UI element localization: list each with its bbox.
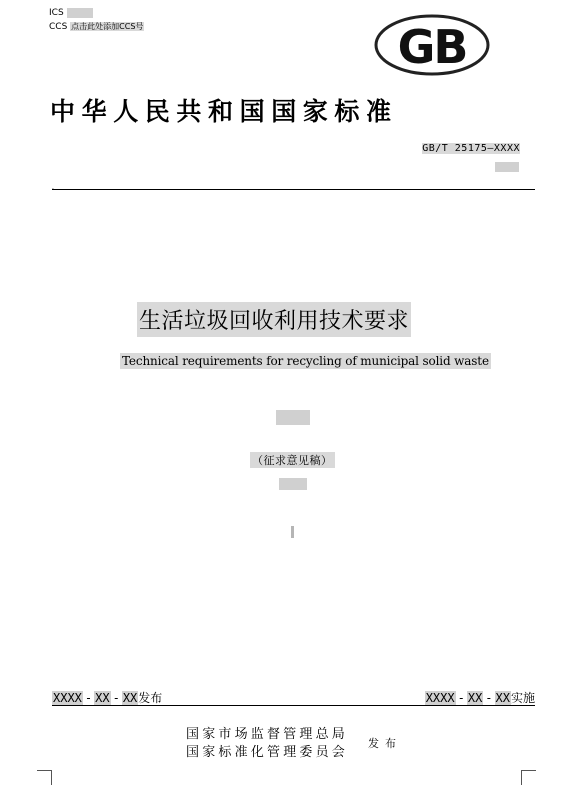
draft-status-label[interactable]: （征求意见稿） (252, 454, 333, 467)
gb-logo (374, 14, 490, 76)
issuing-authorities (186, 726, 348, 762)
publish-label: 发布 (138, 691, 163, 705)
ccs-label: CCS (49, 22, 68, 32)
consistency-degree-field[interactable] (276, 410, 310, 425)
authority-name: 国家标准化管理委员会 (186, 745, 349, 760)
date-separator: - (84, 691, 93, 705)
paragraph-mark: . (52, 184, 54, 191)
ics-value-field[interactable] (67, 8, 93, 18)
issue-label: 发布 (368, 737, 402, 750)
ccs-hint-field[interactable]: 点击此处添加CCS号 (71, 22, 144, 31)
bottom-divider (52, 705, 535, 706)
gb-logo-text: GB (397, 20, 467, 74)
title-english[interactable]: Technical requirements for recycling of municipal solid waste (122, 354, 489, 368)
date-separator: - (457, 691, 465, 705)
date-separator: - (112, 691, 120, 705)
ics-label: ICS (49, 8, 64, 18)
implement-date[interactable] (425, 689, 535, 706)
publish-date[interactable] (52, 689, 162, 706)
implement-month[interactable]: XX (467, 691, 483, 705)
publish-year[interactable]: XXXX (53, 691, 82, 705)
top-divider (52, 189, 535, 190)
publish-month[interactable]: XX (95, 691, 110, 705)
implement-day[interactable]: XX (495, 691, 510, 705)
title-chinese[interactable]: 生活垃圾回收利用技术要求 (137, 302, 411, 337)
draft-date-field[interactable] (279, 478, 307, 490)
standard-type-heading: 中华人民共和国国家标准 (50, 97, 398, 126)
text-cursor (291, 526, 294, 538)
ics-field[interactable] (49, 7, 93, 19)
standard-number[interactable]: GB/T 25175—XXXX (422, 143, 520, 154)
ccs-field[interactable] (49, 21, 144, 33)
implement-year[interactable]: XXXX (425, 691, 455, 705)
page-corner-mark (521, 770, 536, 785)
publish-day[interactable]: XX (122, 691, 138, 705)
implement-label: 实施 (510, 691, 535, 705)
page-corner-mark (37, 770, 52, 785)
replaced-standard-field[interactable] (495, 162, 519, 172)
authority-name: 国家市场监督管理总局 (186, 727, 349, 742)
date-separator: - (485, 691, 493, 705)
